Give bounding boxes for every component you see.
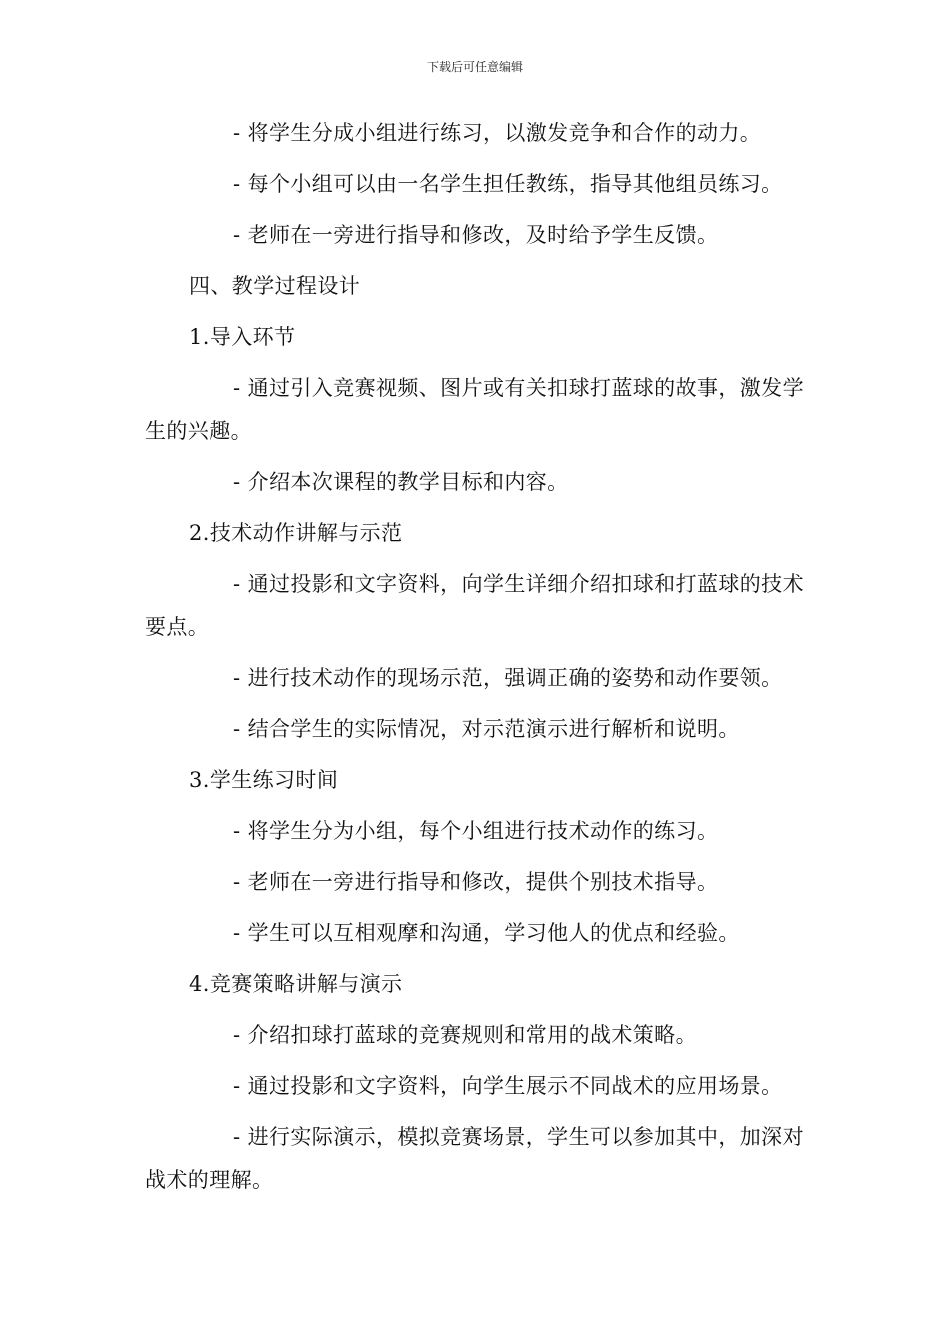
bullet-paragraph: - 将学生分为小组，每个小组进行技术动作的练习。 [233,819,719,843]
bullet-paragraph: - 将学生分成小组进行练习，以激发竞争和合作的动力。 [233,121,762,145]
subsection-heading: 2.技术动作讲解与示范 [189,521,403,545]
section-heading: 四、教学过程设计 [189,274,361,298]
bullet-paragraph: - 通过投影和文字资料，向学生详细介绍扣球和打蓝球的技术要点。 [145,572,804,639]
bullet-paragraph: - 介绍本次课程的教学目标和内容。 [233,470,569,494]
bullet-paragraph: - 每个小组可以由一名学生担任教练，指导其他组员练习。 [233,172,783,196]
bullet-paragraph: - 老师在一旁进行指导和修改，提供个别技术指导。 [233,870,719,894]
bullet-paragraph: - 学生可以互相观摩和沟通，学习他人的优点和经验。 [233,921,740,945]
bullet-paragraph: - 进行实际演示，模拟竞赛场景，学生可以参加其中，加深对战术的理解。 [145,1125,804,1192]
bullet-paragraph: - 进行技术动作的现场示范，强调正确的姿势和动作要领。 [233,666,783,690]
bullet-paragraph: - 老师在一旁进行指导和修改，及时给予学生反馈。 [233,223,719,247]
bullet-paragraph: - 结合学生的实际情况，对示范演示进行解析和说明。 [233,717,740,741]
document-body [145,112,810,1210]
page-header: 下载后可任意编辑 [426,60,523,74]
bullet-paragraph: - 通过引入竞赛视频、图片或有关扣球打蓝球的故事，激发学生的兴趣。 [145,376,804,443]
subsection-heading: 4.竞赛策略讲解与演示 [189,972,403,996]
subsection-heading: 3.学生练习时间 [189,768,339,792]
bullet-paragraph: - 通过投影和文字资料，向学生展示不同战术的应用场景。 [233,1074,783,1098]
bullet-paragraph: - 介绍扣球打蓝球的竞赛规则和常用的战术策略。 [233,1023,697,1047]
subsection-heading: 1.导入环节 [189,325,296,349]
